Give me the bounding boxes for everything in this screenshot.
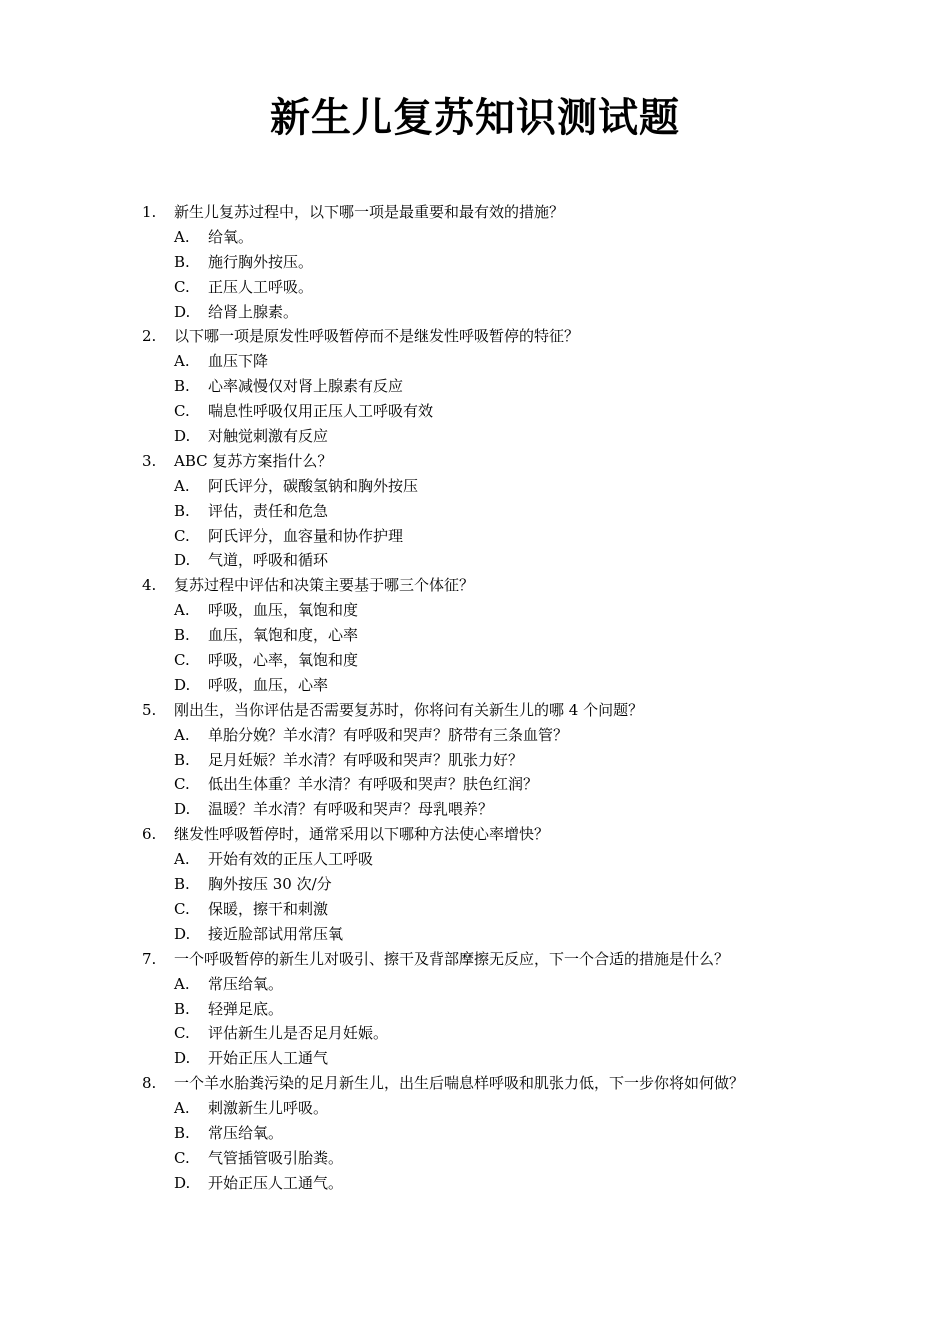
option-text: 单胎分娩？羊水清？有呼吸和哭声？脐带有三条血管？ — [208, 725, 569, 744]
option-letter: C. — [174, 775, 190, 794]
answer-option — [142, 548, 842, 573]
option-letter: A. — [174, 476, 190, 495]
option-letter: D. — [174, 675, 191, 694]
question-2 — [142, 324, 842, 349]
answer-option — [142, 1171, 842, 1196]
option-text: 施行胸外按压。 — [208, 252, 314, 271]
answer-option — [142, 250, 842, 275]
question-text: 一个呼吸暂停的新生儿对吸引、擦干及背部摩擦无反应，下一个合适的措施是什么？ — [174, 949, 730, 968]
question-7 — [142, 947, 842, 972]
answer-option — [142, 300, 842, 325]
option-letter: B. — [174, 875, 190, 894]
answer-option — [142, 524, 842, 549]
answer-option — [142, 972, 842, 997]
option-text: 接近脸部试用常压氧 — [208, 924, 344, 943]
option-letter: B. — [174, 501, 190, 520]
answer-option — [142, 847, 842, 872]
option-letter: D. — [174, 924, 191, 943]
question-number: 7. — [142, 949, 157, 968]
option-text: 常压给氧。 — [208, 974, 284, 993]
answer-option — [142, 623, 842, 648]
option-text: 血压下降 — [208, 352, 269, 371]
option-text: 给肾上腺素。 — [208, 302, 299, 321]
option-text: 开始正压人工通气。 — [208, 1173, 344, 1192]
question-number: 4. — [142, 576, 157, 595]
option-letter: C. — [174, 1024, 190, 1043]
question-text: 新生儿复苏过程中，以下哪一项是最重要和最有效的措施？ — [174, 203, 565, 221]
option-text: 呼吸，血压，心率 — [208, 675, 329, 694]
question-1 — [142, 200, 842, 225]
question-number: 3. — [142, 451, 157, 470]
question-number: 5. — [142, 700, 157, 719]
option-letter: D. — [174, 1173, 191, 1192]
option-text: 正压人工呼吸。 — [208, 277, 314, 296]
option-letter: C. — [174, 402, 190, 421]
question-list — [142, 200, 842, 1196]
option-text: 气道，呼吸和循环 — [208, 551, 329, 570]
question-text: 刚出生，当你评估是否需要复苏时，你将问有关新生儿的哪 4 个问题？ — [174, 700, 644, 719]
option-letter: B. — [174, 999, 190, 1018]
answer-option — [142, 499, 842, 524]
answer-option — [142, 772, 842, 797]
answer-option — [142, 275, 842, 300]
answer-option — [142, 673, 842, 698]
option-letter: A. — [174, 850, 190, 869]
question-number: 2. — [142, 327, 157, 346]
answer-option — [142, 922, 842, 947]
answer-option — [142, 349, 842, 374]
question-5 — [142, 698, 842, 723]
answer-option — [142, 872, 842, 897]
option-letter: C. — [174, 277, 190, 296]
option-text: 喘息性呼吸仅用正压人工呼吸有效 — [208, 402, 434, 421]
question-text: ABC 复苏方案指什么？ — [174, 451, 333, 470]
option-letter: C. — [174, 899, 190, 918]
option-text: 低出生体重？羊水清？有呼吸和哭声？肤色红润？ — [208, 775, 539, 794]
option-text: 轻弹足底。 — [208, 999, 284, 1018]
option-text: 开始有效的正压人工呼吸 — [208, 850, 374, 869]
option-letter: B. — [174, 626, 190, 645]
option-letter: D. — [174, 1049, 191, 1068]
option-letter: D. — [174, 302, 191, 321]
option-text: 阿氏评分，碳酸氢钠和胸外按压 — [208, 476, 419, 495]
question-text: 复苏过程中评估和决策主要基于哪三个体征？ — [174, 576, 475, 595]
answer-option — [142, 598, 842, 623]
option-letter: B. — [174, 377, 190, 396]
answer-option — [142, 1021, 842, 1046]
option-letter: C. — [174, 1148, 190, 1167]
option-text: 阿氏评分，血容量和协作护理 — [208, 526, 404, 545]
option-letter: D. — [174, 551, 191, 570]
option-text: 心率减慢仅对肾上腺素有反应 — [208, 377, 404, 396]
answer-option — [142, 225, 842, 250]
option-letter: A. — [174, 974, 190, 993]
option-letter: A. — [174, 725, 190, 744]
answer-option — [142, 997, 842, 1022]
answer-option — [142, 648, 842, 673]
option-letter: B. — [174, 1123, 190, 1142]
answer-option — [142, 424, 842, 449]
question-3 — [142, 449, 842, 474]
option-letter: B. — [174, 252, 190, 271]
answer-option — [142, 374, 842, 399]
option-text: 温暖？羊水清？有呼吸和哭声？母乳喂养？ — [208, 800, 494, 819]
answer-option — [142, 1146, 842, 1171]
option-letter: C. — [174, 651, 190, 670]
option-text: 保暖，擦干和刺激 — [208, 899, 329, 918]
option-letter: A. — [174, 601, 190, 620]
option-text: 对触觉刺激有反应 — [208, 427, 329, 446]
option-letter: D. — [174, 800, 191, 819]
answer-option — [142, 748, 842, 773]
answer-option — [142, 399, 842, 424]
option-text: 血压，氧饱和度，心率 — [208, 626, 359, 645]
answer-option — [142, 474, 842, 499]
answer-option — [142, 897, 842, 922]
question-number: 6. — [142, 825, 157, 844]
option-letter: A. — [174, 1099, 190, 1118]
option-text: 常压给氧。 — [208, 1123, 284, 1142]
question-6 — [142, 822, 842, 847]
option-text: 呼吸，血压，氧饱和度 — [208, 601, 359, 620]
option-text: 刺激新生儿呼吸。 — [208, 1099, 329, 1118]
question-number: 1. — [142, 203, 157, 221]
answer-option — [142, 797, 842, 822]
option-letter: C. — [174, 526, 190, 545]
option-letter: A. — [174, 352, 190, 371]
option-text: 评估，责任和危急 — [208, 501, 329, 520]
question-number: 8. — [142, 1074, 157, 1093]
option-letter: D. — [174, 427, 191, 446]
option-text: 足月妊娠？羊水清？有呼吸和哭声？肌张力好？ — [208, 750, 524, 769]
answer-option — [142, 1046, 842, 1071]
option-text: 呼吸，心率，氧饱和度 — [208, 651, 359, 670]
question-8 — [142, 1071, 842, 1096]
answer-option — [142, 1121, 842, 1146]
page-title: 新生儿复苏知识测试题 — [270, 94, 680, 141]
answer-option — [142, 723, 842, 748]
question-4 — [142, 573, 842, 598]
option-text: 胸外按压 30 次/分 — [208, 875, 332, 894]
question-text: 一个羊水胎粪污染的足月新生儿，出生后喘息样呼吸和肌张力低，下一步你将如何做？ — [174, 1074, 745, 1093]
option-text: 开始正压人工通气 — [208, 1049, 329, 1068]
option-text: 气管插管吸引胎粪。 — [208, 1148, 344, 1167]
option-letter: A. — [174, 227, 190, 246]
question-text: 继发性呼吸暂停时，通常采用以下哪种方法使心率增快？ — [174, 825, 550, 844]
answer-option — [142, 1096, 842, 1121]
option-letter: B. — [174, 750, 190, 769]
option-text: 给氧。 — [208, 227, 254, 246]
question-text: 以下哪一项是原发性呼吸暂停而不是继发性呼吸暂停的特征？ — [174, 327, 580, 346]
option-text: 评估新生儿是否足月妊娠。 — [208, 1024, 389, 1043]
